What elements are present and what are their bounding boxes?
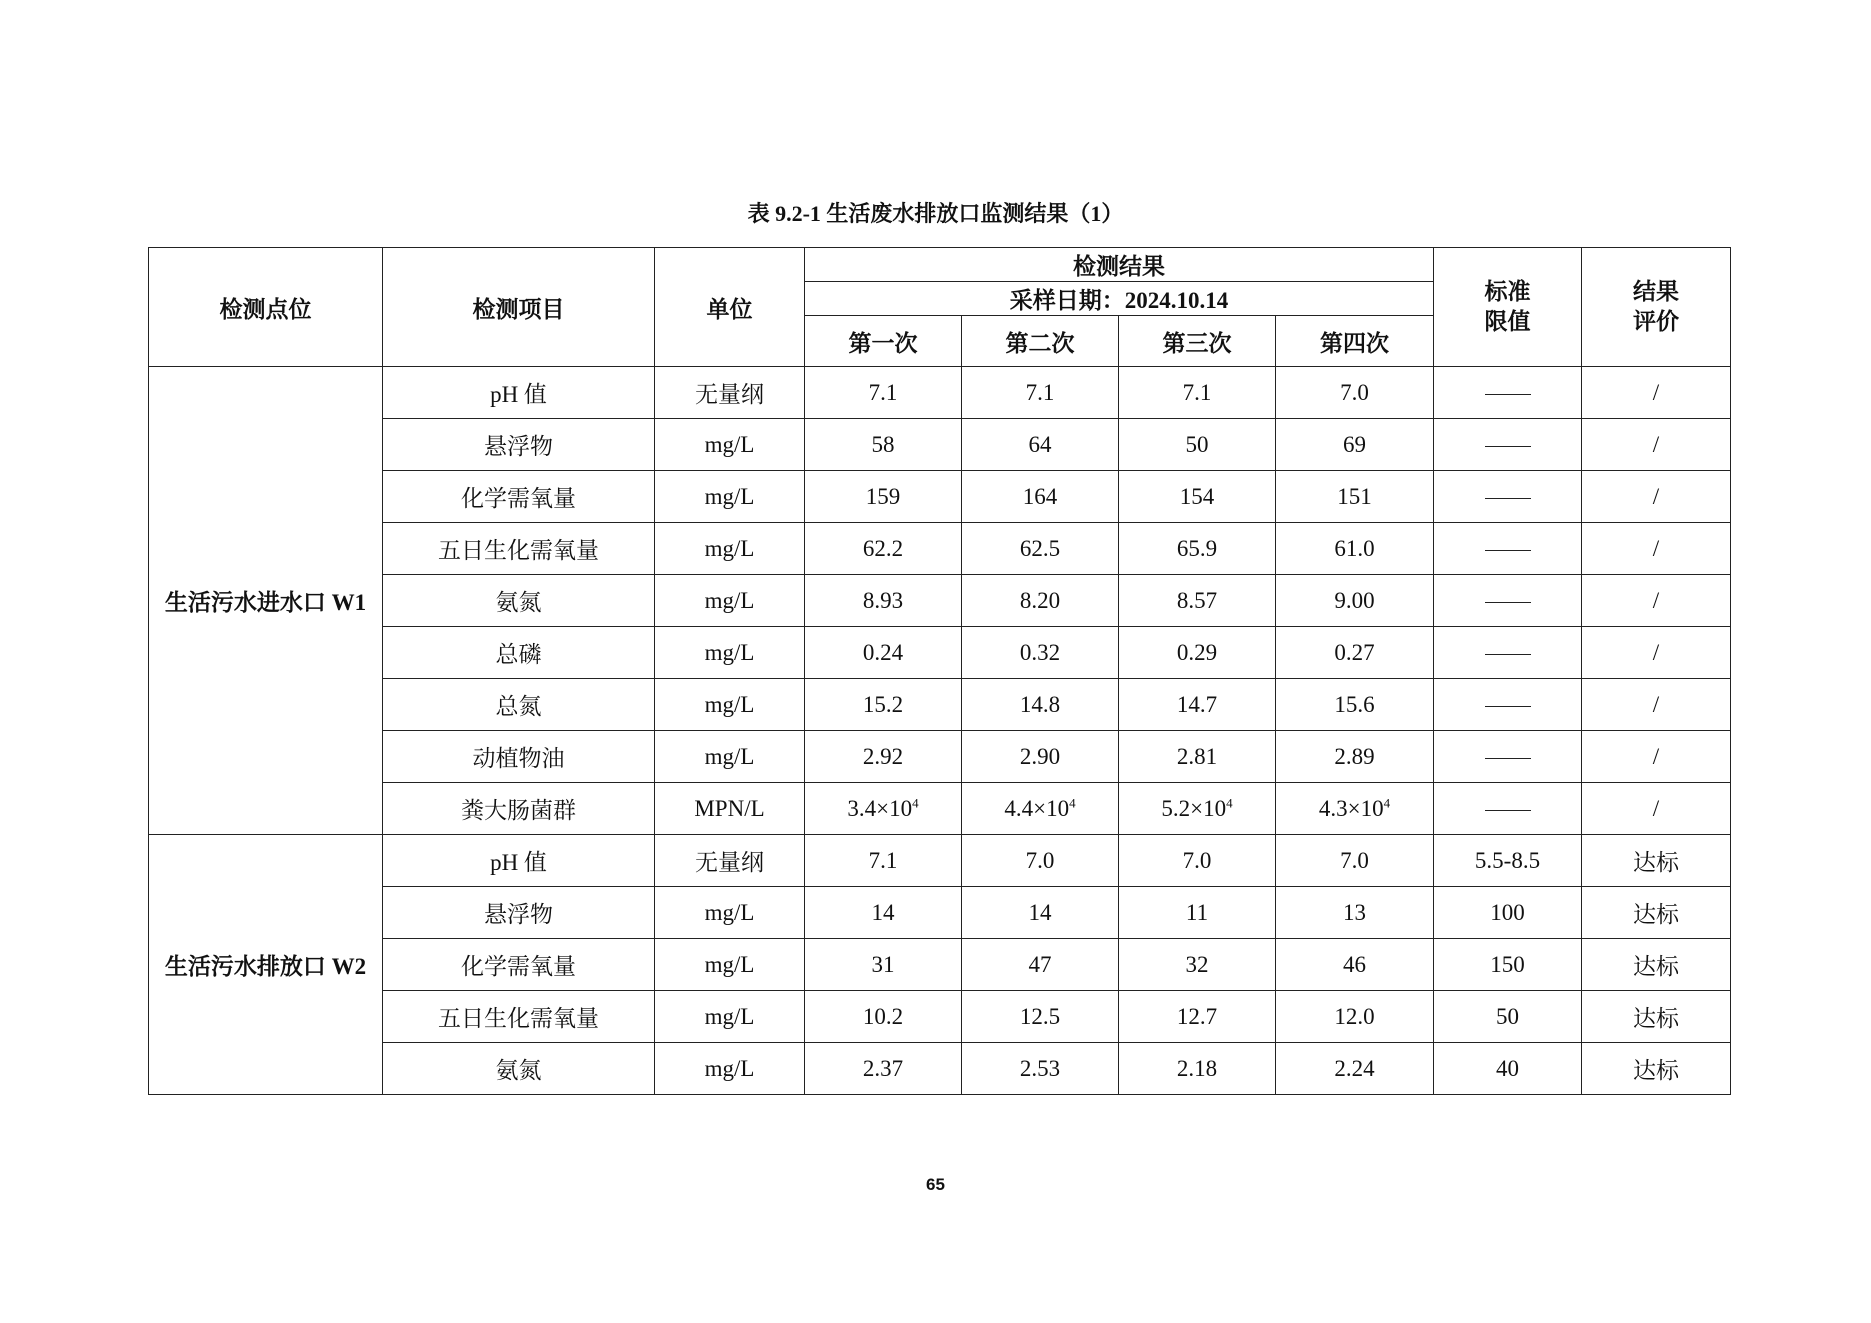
value-cell: 164 xyxy=(962,471,1119,523)
no-limit-dash xyxy=(1485,446,1531,447)
table-row xyxy=(149,679,1731,731)
value-cell: 12.7 xyxy=(1119,991,1276,1043)
limit-cell xyxy=(1434,731,1582,783)
value-cell: 14 xyxy=(962,887,1119,939)
limit-cell xyxy=(1434,471,1582,523)
no-limit-dash xyxy=(1485,758,1531,759)
header-site: 检测点位 xyxy=(149,248,383,367)
value-cell: 47 xyxy=(962,939,1119,991)
item-cell: 粪大肠菌群 xyxy=(383,783,655,835)
eval-cell: / xyxy=(1582,523,1731,575)
unit-cell: 无量纲 xyxy=(655,367,805,419)
table-row xyxy=(149,523,1731,575)
value-cell: 15.2 xyxy=(805,679,962,731)
no-limit-dash xyxy=(1485,498,1531,499)
value-cell: 14 xyxy=(805,887,962,939)
eval-cell: / xyxy=(1582,367,1731,419)
table-row xyxy=(149,731,1731,783)
table-body xyxy=(149,367,1731,1095)
value-cell: 58 xyxy=(805,419,962,471)
value-cell: 0.24 xyxy=(805,627,962,679)
unit-cell: mg/L xyxy=(655,939,805,991)
header-eval-line1: 结果 xyxy=(1633,279,1679,304)
value-cell: 8.20 xyxy=(962,575,1119,627)
value-exponent: 4 xyxy=(1383,794,1391,810)
value-cell: 2.89 xyxy=(1276,731,1434,783)
eval-cell: / xyxy=(1582,575,1731,627)
unit-cell: mg/L xyxy=(655,731,805,783)
value-cell: 8.93 xyxy=(805,575,962,627)
value-cell: 14.8 xyxy=(962,679,1119,731)
value-mantissa: 4.4×10 xyxy=(1004,795,1070,821)
unit-cell: mg/L xyxy=(655,575,805,627)
value-cell: 2.18 xyxy=(1119,1043,1276,1095)
value-cell: 9.00 xyxy=(1276,575,1434,627)
value-cell: 64 xyxy=(962,419,1119,471)
eval-cell: / xyxy=(1582,783,1731,835)
item-cell: 化学需氧量 xyxy=(383,939,655,991)
value-cell: 7.1 xyxy=(805,835,962,887)
limit-cell xyxy=(1434,783,1582,835)
value-cell: 46 xyxy=(1276,939,1434,991)
value-cell: 2.37 xyxy=(805,1043,962,1095)
no-limit-dash xyxy=(1485,550,1531,551)
value-cell: 151 xyxy=(1276,471,1434,523)
table-row xyxy=(149,991,1731,1043)
item-cell: 化学需氧量 xyxy=(383,471,655,523)
no-limit-dash xyxy=(1485,602,1531,603)
value-cell: 50 xyxy=(1119,419,1276,471)
value-cell: 2.53 xyxy=(962,1043,1119,1095)
value-cell: 10.2 xyxy=(805,991,962,1043)
value-cell: 2.24 xyxy=(1276,1043,1434,1095)
value-cell: 7.1 xyxy=(1119,367,1276,419)
header-limit xyxy=(1434,248,1582,367)
header-eval-line2: 评价 xyxy=(1633,309,1679,334)
limit-cell: 5.5-8.5 xyxy=(1434,835,1582,887)
value-cell: 2.81 xyxy=(1119,731,1276,783)
eval-cell: 达标 xyxy=(1582,887,1731,939)
unit-cell: mg/L xyxy=(655,523,805,575)
header-run-2: 第二次 xyxy=(962,316,1119,367)
header-limit-line1: 标准 xyxy=(1484,279,1531,304)
limit-cell xyxy=(1434,523,1582,575)
unit-cell: mg/L xyxy=(655,991,805,1043)
table-row xyxy=(149,887,1731,939)
value-cell: 31 xyxy=(805,939,962,991)
header-run-4: 第四次 xyxy=(1276,316,1434,367)
value-cell xyxy=(1119,783,1276,835)
table-row xyxy=(149,471,1731,523)
value-mantissa: 5.2×10 xyxy=(1161,795,1227,821)
item-cell: pH 值 xyxy=(383,835,655,887)
header-run-1: 第一次 xyxy=(805,316,962,367)
eval-cell: / xyxy=(1582,471,1731,523)
table-row xyxy=(149,575,1731,627)
value-cell: 32 xyxy=(1119,939,1276,991)
value-cell: 7.0 xyxy=(962,835,1119,887)
value-cell: 12.5 xyxy=(962,991,1119,1043)
value-cell: 11 xyxy=(1119,887,1276,939)
header-eval xyxy=(1582,248,1731,367)
value-exponent: 4 xyxy=(912,794,919,810)
value-cell: 7.1 xyxy=(962,367,1119,419)
unit-cell: mg/L xyxy=(655,679,805,731)
value-cell: 7.0 xyxy=(1119,835,1276,887)
value-cell xyxy=(962,783,1119,835)
limit-cell xyxy=(1434,679,1582,731)
site-cell: 生活污水进水口 W1 xyxy=(149,367,383,835)
unit-cell: mg/L xyxy=(655,887,805,939)
eval-cell: 达标 xyxy=(1582,835,1731,887)
value-cell xyxy=(805,783,962,835)
value-cell: 0.32 xyxy=(962,627,1119,679)
item-cell: 五日生化需氧量 xyxy=(383,991,655,1043)
value-cell: 7.1 xyxy=(805,367,962,419)
limit-cell xyxy=(1434,575,1582,627)
item-cell: 总氮 xyxy=(383,679,655,731)
page-number: 65 xyxy=(926,1175,945,1194)
table-row xyxy=(149,419,1731,471)
table-row xyxy=(149,627,1731,679)
limit-cell: 150 xyxy=(1434,939,1582,991)
eval-cell: 达标 xyxy=(1582,991,1731,1043)
unit-cell: mg/L xyxy=(655,627,805,679)
item-cell: pH 值 xyxy=(383,367,655,419)
value-cell: 15.6 xyxy=(1276,679,1434,731)
limit-cell xyxy=(1434,627,1582,679)
value-cell: 62.2 xyxy=(805,523,962,575)
value-cell: 8.57 xyxy=(1119,575,1276,627)
item-cell: 总磷 xyxy=(383,627,655,679)
table-row xyxy=(149,939,1731,991)
header-limit-line2: 限值 xyxy=(1484,309,1531,334)
value-cell: 62.5 xyxy=(962,523,1119,575)
value-cell: 154 xyxy=(1119,471,1276,523)
eval-cell: / xyxy=(1582,419,1731,471)
value-cell: 61.0 xyxy=(1276,523,1434,575)
monitoring-results-table xyxy=(148,247,1731,1095)
value-exponent: 4 xyxy=(1226,794,1233,810)
value-cell: 0.29 xyxy=(1119,627,1276,679)
no-limit-dash xyxy=(1485,394,1531,395)
value-cell: 13 xyxy=(1276,887,1434,939)
value-cell: 7.0 xyxy=(1276,367,1434,419)
table-row xyxy=(149,1043,1731,1095)
value-exponent: 4 xyxy=(1069,794,1076,810)
limit-cell xyxy=(1434,367,1582,419)
value-cell: 2.92 xyxy=(805,731,962,783)
value-cell: 14.7 xyxy=(1119,679,1276,731)
value-cell: 65.9 xyxy=(1119,523,1276,575)
value-mantissa: 3.4×10 xyxy=(847,795,913,821)
unit-cell: MPN/L xyxy=(655,783,805,835)
value-cell: 7.0 xyxy=(1276,835,1434,887)
no-limit-dash xyxy=(1485,706,1531,707)
item-cell: 氨氮 xyxy=(383,575,655,627)
table-row xyxy=(149,783,1731,835)
table-caption: 表 9.2-1 生活废水排放口监测结果（1） xyxy=(747,201,1124,226)
site-cell: 生活污水排放口 W2 xyxy=(149,835,383,1095)
value-cell: 0.27 xyxy=(1276,627,1434,679)
item-cell: 五日生化需氧量 xyxy=(383,523,655,575)
eval-cell: 达标 xyxy=(1582,939,1731,991)
header-sampling-date: 采样日期：2024.10.14 xyxy=(805,282,1434,316)
item-cell: 悬浮物 xyxy=(383,419,655,471)
value-mantissa: 4.3×10 xyxy=(1318,795,1384,821)
value-cell: 12.0 xyxy=(1276,991,1434,1043)
value-cell: 159 xyxy=(805,471,962,523)
header-item: 检测项目 xyxy=(383,248,655,367)
header-run-3: 第三次 xyxy=(1119,316,1276,367)
eval-cell: / xyxy=(1582,679,1731,731)
header-results: 检测结果 xyxy=(805,248,1434,282)
item-cell: 悬浮物 xyxy=(383,887,655,939)
value-cell xyxy=(1276,783,1434,835)
eval-cell: / xyxy=(1582,731,1731,783)
eval-cell: 达标 xyxy=(1582,1043,1731,1095)
no-limit-dash xyxy=(1485,810,1531,811)
limit-cell: 100 xyxy=(1434,887,1582,939)
eval-cell: / xyxy=(1582,627,1731,679)
value-cell: 2.90 xyxy=(962,731,1119,783)
limit-cell xyxy=(1434,419,1582,471)
unit-cell: 无量纲 xyxy=(655,835,805,887)
limit-cell: 40 xyxy=(1434,1043,1582,1095)
limit-cell: 50 xyxy=(1434,991,1582,1043)
unit-cell: mg/L xyxy=(655,419,805,471)
table-row xyxy=(149,835,1731,887)
table-row xyxy=(149,367,1731,419)
item-cell: 动植物油 xyxy=(383,731,655,783)
item-cell: 氨氮 xyxy=(383,1043,655,1095)
unit-cell: mg/L xyxy=(655,471,805,523)
value-cell: 69 xyxy=(1276,419,1434,471)
unit-cell: mg/L xyxy=(655,1043,805,1095)
no-limit-dash xyxy=(1485,654,1531,655)
header-unit: 单位 xyxy=(655,248,805,367)
